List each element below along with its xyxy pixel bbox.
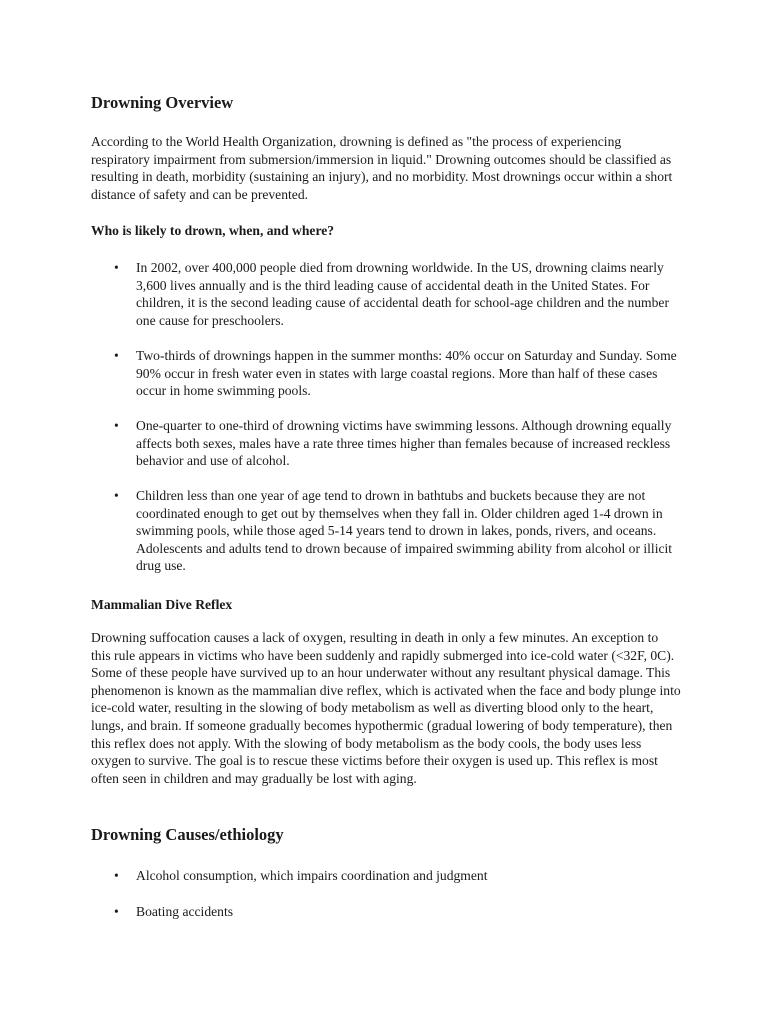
- list-item-text: Alcohol consumption, which impairs coordination and judgment: [136, 868, 488, 883]
- list-item-text: Children less than one year of age tend to drown in bathtubs and buckets because they are not coordinated enough to get out by themselves when they fall in. Older children aged 1-4 drown in swimming pools, while those aged 5-14 years tend to drown in lakes, ponds, rivers, and oceans. Adolescents and adults tend to drown because of impaired swimming ability from alcohol or illicit drug use.: [136, 488, 673, 574]
- dive-reflex-paragraph: Drowning suffocation causes a lack of oxygen, resulting in death in only a few minutes. An exception to this rule appears in victims who have been suddenly and rapidly submerged into ice-cold water (<32F, 0C). Some of these people have survived up to an hour underwater without any resultant physical damage. This phenomenon is known as the mammalian dive reflex, which is activated when the face and body plunge into ice-cold water, resulting in the slowing of body metabolism as well as diverting blood only to the heart, lungs, and brain. If someone gradually becomes hypothermic (gradual lowering of body temperature), then this reflex does not apply. With the slowing of body metabolism as the body cools, the body uses less oxygen to survive. The goal is to rescue these victims before their oxygen is used up. This reflex is most often seen in children and may gradually be lost with aging.: [91, 630, 681, 786]
- section-title-causes: Drowning Causes/ethiology: [91, 825, 284, 844]
- list-item-text: Boating accidents: [136, 904, 234, 919]
- section-title-overview: Drowning Overview: [91, 93, 234, 112]
- bullet-icon: •: [114, 418, 119, 433]
- bullet-icon: •: [114, 904, 119, 919]
- bullet-icon: •: [114, 868, 119, 883]
- bullet-icon: •: [114, 260, 119, 275]
- bullet-icon: •: [114, 488, 119, 503]
- who-heading: Who is likely to drown, when, and where?: [91, 223, 335, 238]
- bullet-icon: •: [114, 348, 119, 363]
- list-item-text: Two-thirds of drownings happen in the summer months: 40% occur on Saturday and Sunday. Some 90% occur in fresh water even in states with large coastal regions. More than half of these cases occur in home swimming pools.: [136, 348, 677, 399]
- list-item-text: One-quarter to one-third of drowning victims have swimming lessons. Although drowning equally affects both sexes, males have a rate three times higher than females because of increased reckless behavior and use of alcohol.: [136, 418, 672, 469]
- overview-intro-paragraph: According to the World Health Organization, drowning is defined as "the process of experiencing respiratory impairment from submersion/immersion in liquid." Drowning outcomes should be classified as resulting in death, morbidity (sustaining an injury), and no morbidity. Most drownings occur within a short distance of safety and can be prevented.: [91, 134, 673, 202]
- list-item-text: In 2002, over 400,000 people died from drowning worldwide. In the US, drowning claims nearly 3,600 lives annually and is the third leading cause of accidental death in the United States. For children, it is the second leading cause of accidental death for school-age children and the number one cause for preschoolers.: [136, 260, 669, 328]
- dive-reflex-heading: Mammalian Dive Reflex: [91, 597, 233, 612]
